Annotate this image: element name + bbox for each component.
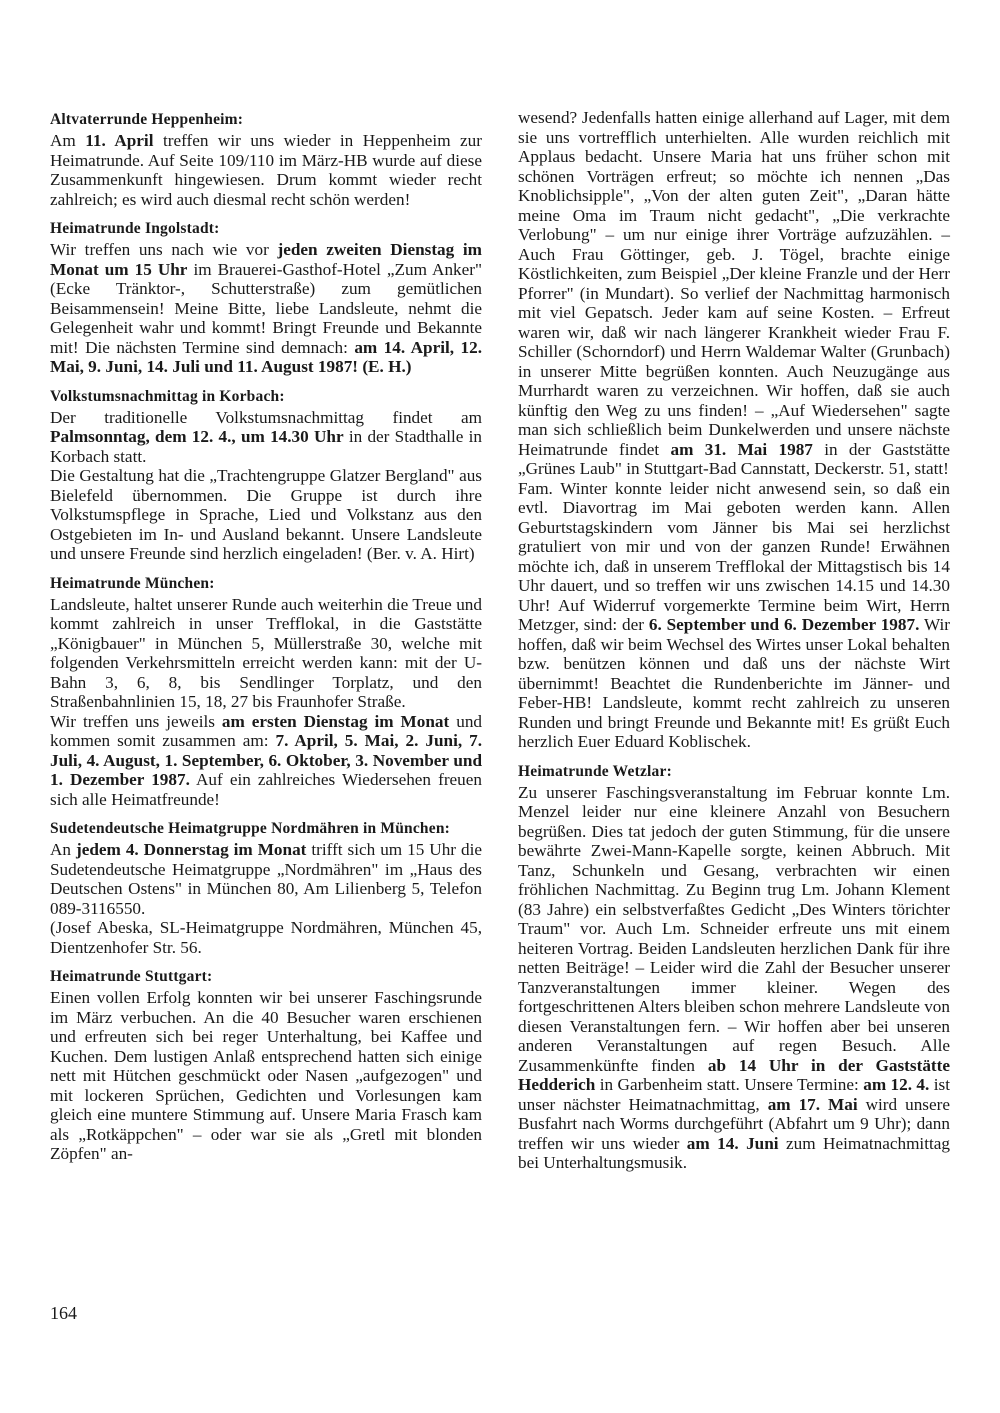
section-heading: Heimatrunde Ingolstadt: (50, 220, 220, 237)
text-run: und kommen somit zusammen am: (50, 711, 483, 750)
bold-text: am ersten Dienstag im Monat (221, 711, 450, 731)
text-run: ist unser nächster Heimatnachmittag, (518, 1075, 950, 1114)
text-run: treffen wir uns wieder in Heppenheim zur Heimatrunde. Auf Seite 109/110 im März-HB wurde auf diese Zusammenkunft hingewiesen. Drum kommt wieder recht zahlreich; es wird auch diesmal recht schön werden! (50, 131, 482, 209)
paragraph (518, 783, 950, 1173)
paragraph (50, 595, 482, 712)
section-heimatrunde-wetzlar (518, 762, 950, 1173)
section-heading: Sudetendeutsche Heimatgruppe Nordmähren in München: (50, 820, 451, 837)
section-heading: Heimatrunde München: (50, 574, 215, 592)
text-run: wird unsere Busfahrt nach Worms durchgeführt (Abfahrt um 9 Uhr); dann treffen wir uns wieder (518, 1094, 950, 1153)
paragraph (50, 408, 482, 467)
text-run: in der Gaststätte „Grünes Laub" in Stuttgart-Bad Cannstatt, Deckerstr. 51, statt! (518, 439, 950, 478)
text-run: Fam. Winter konnte leider nicht anwesend sein, so daß ein evtl. Diavortrag im Mai geboten werden kann. Allen Geburtstagskindern vom Jänner bis Mai sei herzlichst gratuliert von mir und von der ganzen Runde! Erwähnen möchte ich, daß in unserem Trefflokal der Mittagstisch bis 14 Uhr dauert, und so treffen wir uns zwischen 14.15 und 14.30 Uhr! Auf Widerruf vorgemerkte Termine beim Wirt, Herrn Metzger, sind: der (518, 478, 950, 634)
bold-text: 11. April (85, 131, 154, 150)
text-run: in der Stadthalle in Korbach statt. (50, 427, 482, 466)
bold-text: 6. September und 6. Dezember 1987. (648, 615, 920, 634)
text-run: wesend? Jedenfalls hatten einige allerhand auf Lager, mit dem sie uns vortrefflich unterhielten. Alle wurden reichlich mit Applaus bedacht. Unsere Maria hat uns früher schon mit schönen Vorträgen erfreut; so möchte ich nennen „Das Knoblichsipple", „Von der alten guten Zeit", „Daran hätte meine Oma im Traum nicht gedacht", „Die verkrachte Verlobung" – um nur einige ihrer Vorträge aufzuzählen. – Auch Frau Göttinger, geb. J. Tögel, brachte einige Köstlichkeiten, zum Beispiel „Der kleine Franzle und der Herr Pforrer" (in Mundart). So verlief der Nachmittag harmonisch mit viel Gepatsch. Jeder kam auf seine Kosten. – Erfreut waren wir, daß wir nach längerer Krankheit wieder Frau F. Schiller (Schorndorf) und Herrn Waldemar Walter (Grunbach) in unserer Mitte begrüßen konnten. Auch Neuzugänge aus Murrhardt waren zu verzeichnen. Wir hoffen, daß sie auch künftig den Weg zu uns finden! – „Auf Wiedersehen" sagte man sich schließlich beim Dunkelwerden und unsere nächste Heimatrunde findet (518, 108, 950, 459)
text-run: Wir hoffen, daß wir beim Wechsel des Wirtes unser Lokal behalten bzw. benützen können und daß uns der nächste Wirt übernimmt! Beachtet die Rundenberichte im Jänner- und Feber-HB! Landsleute, kommt recht zahlreich zu unseren Runden und bringt Freunde und Bekannte mit! Es grüßt Euch herzlich Euer Eduard Koblischek. (518, 615, 950, 751)
bold-text: am 14. April, 12. Mai, 9. Juni, 14. Juli und 11. August 1987! (50, 337, 482, 376)
text-run: Einen vollen Erfolg konnten wir bei unserer Faschingsrunde im März verbuchen. An die 40 Besucher waren erschienen und erfreuten sich bei reger Unterhaltung, bei Kaffee und Kuchen. Dem lustigen Anlaß entsprechend hatten sich einige nett mit Hütchen geschmückt oder Nasen „aufgezogen" und mit lockeren Sprüchen, Gedichten und Vorlesungen kam gleich eine muntere Stimmung auf. Unsere Maria Frasch kam als „Rotkäppchen" – oder war sie als „Gretl mit blonden Zöpfen" an- (50, 988, 482, 1163)
bold-text: am 12. 4. (863, 1075, 930, 1094)
left-column (50, 110, 482, 1164)
section-heimatrunde-muenchen (50, 574, 482, 810)
bold-text: am 17. Mai (767, 1094, 858, 1114)
text-run: Wir treffen uns jeweils (50, 711, 222, 731)
paragraph (50, 240, 482, 377)
section-heading: Heimatrunde Stuttgart: (50, 968, 213, 985)
section-heading: Volkstumsnachmittag in Korbach: (50, 387, 285, 405)
paragraph (50, 131, 482, 209)
bold-text: Palmsonntag, dem 12. 4., um 14.30 Uhr (50, 427, 344, 446)
section-heimatrunde-stuttgart (50, 967, 482, 1164)
section-heimatrunde-ingolstadt (50, 219, 482, 377)
section-altvaterrunde-heppenheim (50, 110, 482, 209)
section-heading: Heimatrunde Wetzlar: (518, 762, 672, 780)
section-heading: Altvaterrunde Heppenheim: (50, 111, 244, 128)
text-run: Die Gestaltung hat die „Trachtengruppe Glatzer Bergland" aus Bielefeld übernommen. Die Gruppe ist durch ihre Volkstumspflege in Sprache, Lied und Volkstanz aus den Ostgebieten im In- und Ausland bekannt. Unsere Landsleute und unsere Freunde sind herzlich eingeladen! (Ber. v. A. Hirt) (50, 466, 482, 563)
bold-text: ab 14 Uhr in der Gaststätte Hedderich (518, 1055, 950, 1094)
text-run: im Brauerei-Gasthof-Hotel „Zum Anker" (Ecke Tränktor-, Schutterstraße) zum gemütlichen Beisammensein! Meine Bitte, liebe Landsleute, nehmt die Gelegenheit wahr und kommt! Bringt Freunde und Bekannte mit! Die nächsten Termine sind demnach: (50, 259, 483, 357)
paragraph (518, 108, 950, 479)
text-run: (Josef Abeska, SL-Heimatgruppe Nordmähren, München 45, Dientzenhofer Str. 56. (50, 918, 482, 957)
bold-text: jeden zweiten Dienstag im Monat um 15 Uhr (50, 240, 482, 279)
section-sudetendeutsche-heimatgruppe-nordmaehren-in-muenchen (50, 819, 482, 957)
paragraph (50, 918, 482, 957)
text-run: Zu unserer Faschingsveranstaltung im Februar konnte Lm. Menzel leider nur eine kleinere Anzahl von Besuchern begrüßen. Dies tat jedoch der guten Stimmung, für die unsere bewährte Zwei-Mann-Kapelle sorgte, keinen Abbruch. Mit Tanz, Schunkeln und Gesang, verbrachten wir einen fröhlichen Nachmittag. Zu Beginn trug Lm. Johann Klement (83 Jahre) ein selbstverfaßtes Gedicht „Des Winters törichter Traum" vor. Auch Lm. Schneider erfreute uns mit einem heiteren Vortrag. Beiden Landsleuten herzlichen Dank für ihre netten Beiträge! – Leider wird die Zahl der Besucher unserer Tanzveranstaltungen immer kleiner. Wegen des fortgeschrittenen Alters bleiben schon mehrere Landsleute von diesen Veranstaltungen fern. – Wir hoffen aber bei unseren anderen Veranstaltungen auf regen Besuch. Alle Zusammenkünfte finden (518, 782, 950, 1075)
text-run: Landsleute, haltet unserer Runde auch weiterhin die Treue und kommt zahlreich in unser Trefflokal, in die Gaststätte „Königbauer" in München 5, Müllerstraße 30, welche mit folgenden Verkehrsmitteln erreicht werden kann: mit der U-Bahn 3, 6, 8, bis Sendlinger Torplatz, und den Straßenbahnlinien 15, 18, 27 bis Fraunhofer Straße. (50, 594, 482, 711)
paragraph (50, 466, 482, 564)
paragraph (50, 988, 482, 1164)
section-volkstumsnachmittag-in-korbach (50, 387, 482, 564)
text-run: Wir treffen uns nach wie vor (50, 240, 278, 259)
page-number: 164 (50, 1303, 77, 1323)
text-run: Auf ein zahlreiches Wiedersehen freuen sich alle Heimatfreunde! (50, 770, 483, 809)
bold-text: 7. April, 5. Mai, 2. Juni, 7. Juli, 4. August, 1. September, 6. Oktober, 3. November und 1. Dezember 1987. (50, 731, 483, 789)
bold-text: jedem 4. Donnerstag im Monat (75, 840, 307, 859)
bold-text: (E. H.) (362, 357, 412, 376)
text-run: An (50, 840, 76, 859)
right-column (518, 108, 950, 1173)
bold-text: am 14. Juni (686, 1133, 779, 1153)
bold-text: am 31. Mai 1987 (670, 439, 813, 459)
text-run: trifft sich um 15 Uhr die Sudetendeutsche Heimatgruppe „Nordmähren" im „Haus des Deutschen Ostens" in München 80, Am Lilienberg 5, Telefon 089-3116550. (50, 840, 483, 918)
text-run: in Garbenheim statt. Unsere Termine: (595, 1075, 864, 1094)
text-run: Am (50, 131, 86, 150)
text-run: zum Heimatnachmittag bei Unterhaltungsmusik. (518, 1133, 950, 1172)
paragraph (518, 479, 950, 752)
paragraph (50, 712, 482, 810)
paragraph (50, 840, 482, 918)
section-continuation (518, 108, 950, 752)
text-run: Der traditionelle Volkstumsnachmittag findet am (50, 407, 482, 427)
